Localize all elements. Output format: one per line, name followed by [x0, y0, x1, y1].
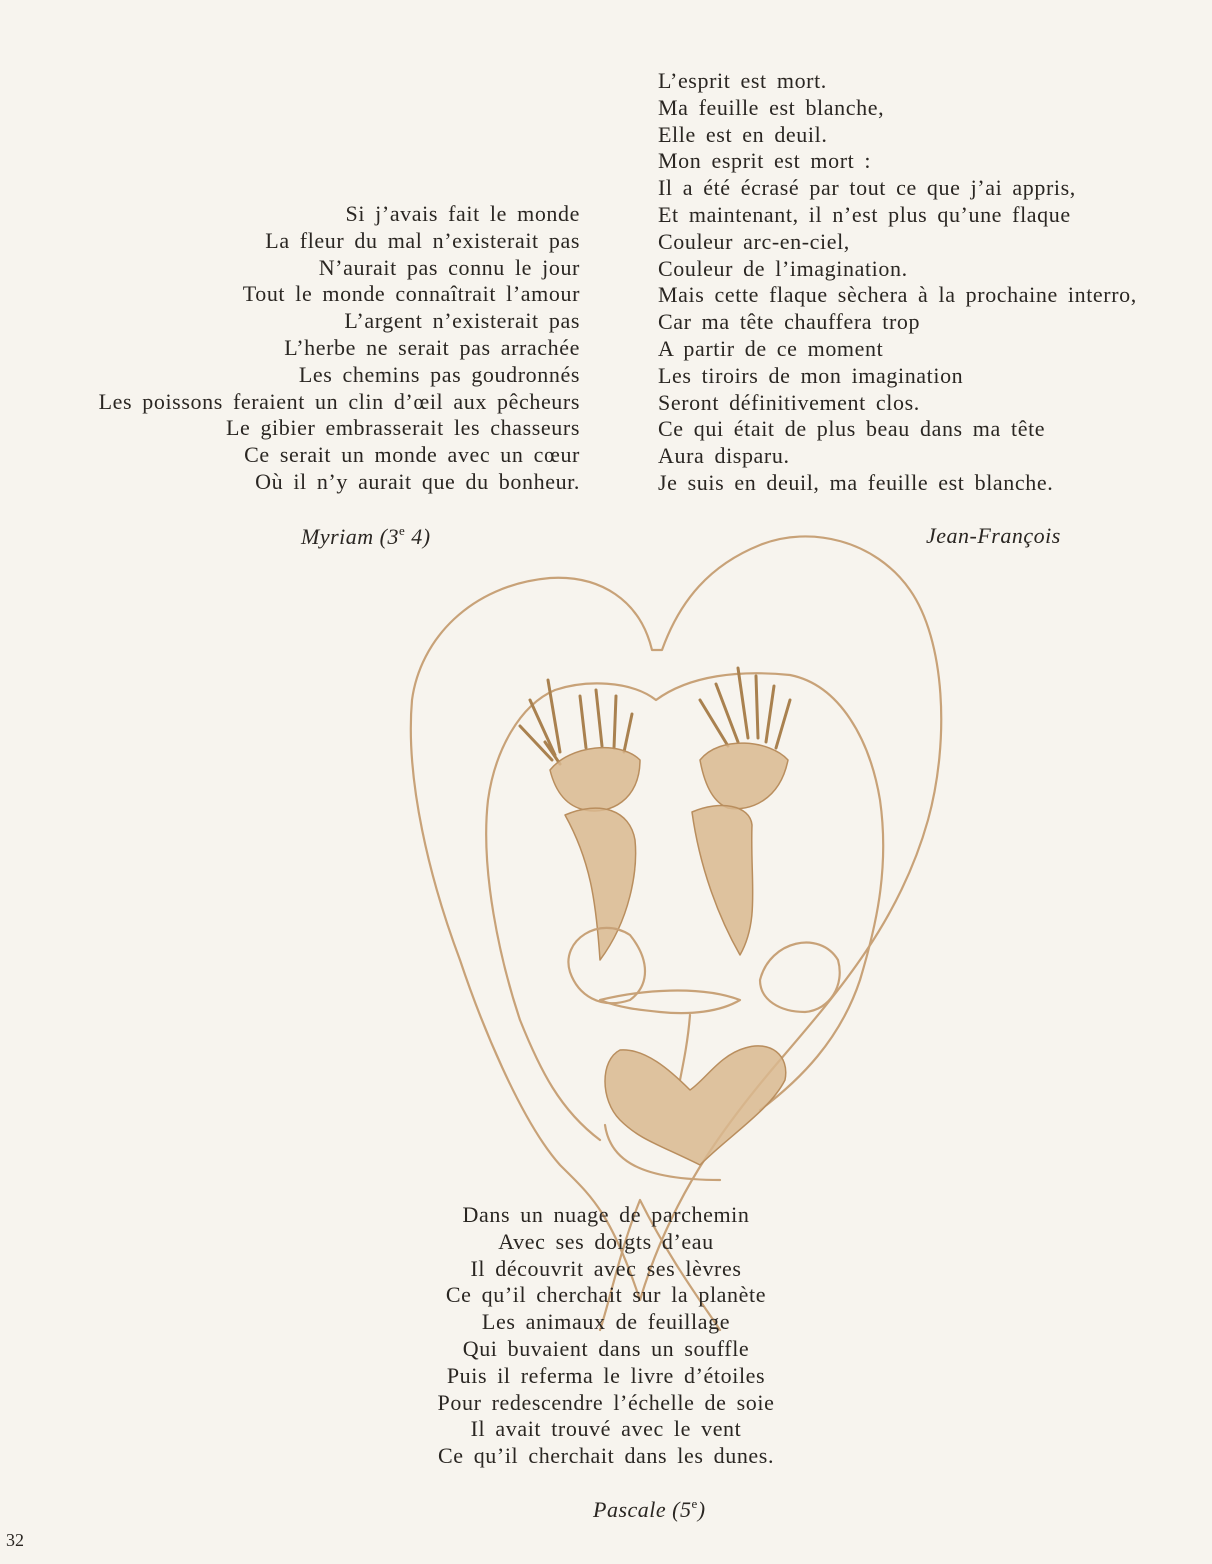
poem-bottom-line: Puis il referma le livre d’étoiles: [446, 1362, 766, 1388]
poem-right-line: Je suis en deuil, ma feuille est blanche.: [658, 469, 1054, 495]
author-right-name: Jean-François: [926, 523, 1061, 548]
drawing-right-tear: [692, 806, 753, 955]
poem-bottom-line: Les animaux de feuillage: [481, 1309, 731, 1335]
author-left-name: Myriam: [301, 524, 374, 549]
drawing-right-cheek: [760, 943, 840, 1012]
poem-right-line: Elle est en deuil.: [658, 121, 828, 147]
poem-right-line: Car ma tête chauffera trop: [658, 309, 921, 335]
poem-right-line: A partir de ce moment: [658, 335, 884, 361]
poem-right-line: Couleur de l’imagination.: [658, 255, 908, 281]
poem-left-line: Si j’avais fait le monde: [345, 201, 580, 226]
poem-left-line: L’herbe ne serait pas arrachée: [284, 334, 580, 360]
poem-left-line: La fleur du mal n’existerait pas: [265, 227, 580, 253]
drawing-mouth: [605, 1046, 786, 1165]
poem-left-line: Le gibier embrasserait les chasseurs: [225, 415, 580, 441]
poem-right-line: Couleur arc-en-ciel,: [658, 228, 850, 254]
poem-right-line: Et maintenant, il n’est plus qu’une flaque: [658, 201, 1071, 227]
poem-bottom-line: Il découvrit avec ses lèvres: [470, 1255, 742, 1281]
poem-left-line: Les chemins pas goudronnés: [298, 361, 580, 387]
author-bottom-class: (5e): [672, 1496, 706, 1522]
poem-left-line: L’argent n’existerait pas: [344, 308, 580, 334]
author-left-class: (3e 4): [379, 523, 431, 549]
poem-right-line: Mon esprit est mort :: [658, 148, 872, 174]
page-number: 32: [6, 1530, 24, 1550]
poem-bottom-line: Ce qu’il cherchait dans les dunes.: [437, 1443, 775, 1469]
poem-left-line: Les poissons feraient un clin d’œil aux pêcheurs: [98, 388, 580, 414]
poem-right-line: Seront définitivement clos.: [658, 389, 920, 415]
poem-bottom-line: Qui buvaient dans un souffle: [462, 1335, 750, 1361]
poem-right-line: Il a été écrasé par tout ce que j’ai appris,: [658, 175, 1076, 201]
poem-bottom-line: Il avait trouvé avec le vent: [470, 1416, 742, 1442]
poem-left-line: Où il n’y aurait que du bonheur.: [255, 468, 580, 494]
poem-left-line: Tout le monde connaîtrait l’amour: [242, 281, 580, 307]
poem-bottom-line: Dans un nuage de parchemin: [462, 1202, 750, 1227]
poem-bottom-line: Ce qu’il cherchait sur la planète: [445, 1282, 767, 1308]
poem-bottom-line: Pour redescendre l’échelle de soie: [437, 1389, 775, 1415]
poem-left-line: N’aurait pas connu le jour: [318, 254, 580, 280]
author-bottom-name: Pascale: [593, 1497, 667, 1522]
poem-left-line: Ce serait un monde avec un cœur: [244, 442, 580, 468]
drawing-right-lashes: [700, 668, 790, 748]
drawing-right-eye: [700, 743, 788, 809]
poem-right-line: L’esprit est mort.: [658, 68, 827, 93]
poem-bottom: [0, 1202, 1212, 1470]
drawing-outer-heart: [411, 536, 941, 1300]
poem-right-line: Ce qui était de plus beau dans ma tête: [658, 416, 1046, 442]
poem-right-line: Ma feuille est blanche,: [658, 94, 885, 120]
poem-right-line: Mais cette flaque sèchera à la prochaine interro,: [658, 282, 1137, 308]
drawing-left-tear: [565, 808, 636, 960]
drawing-left-eye: [550, 748, 640, 811]
poem-right-line: Aura disparu.: [658, 443, 790, 469]
poem-right-line: Les tiroirs de mon imagination: [658, 362, 964, 388]
poem-bottom-line: Avec ses doigts d’eau: [498, 1228, 714, 1254]
